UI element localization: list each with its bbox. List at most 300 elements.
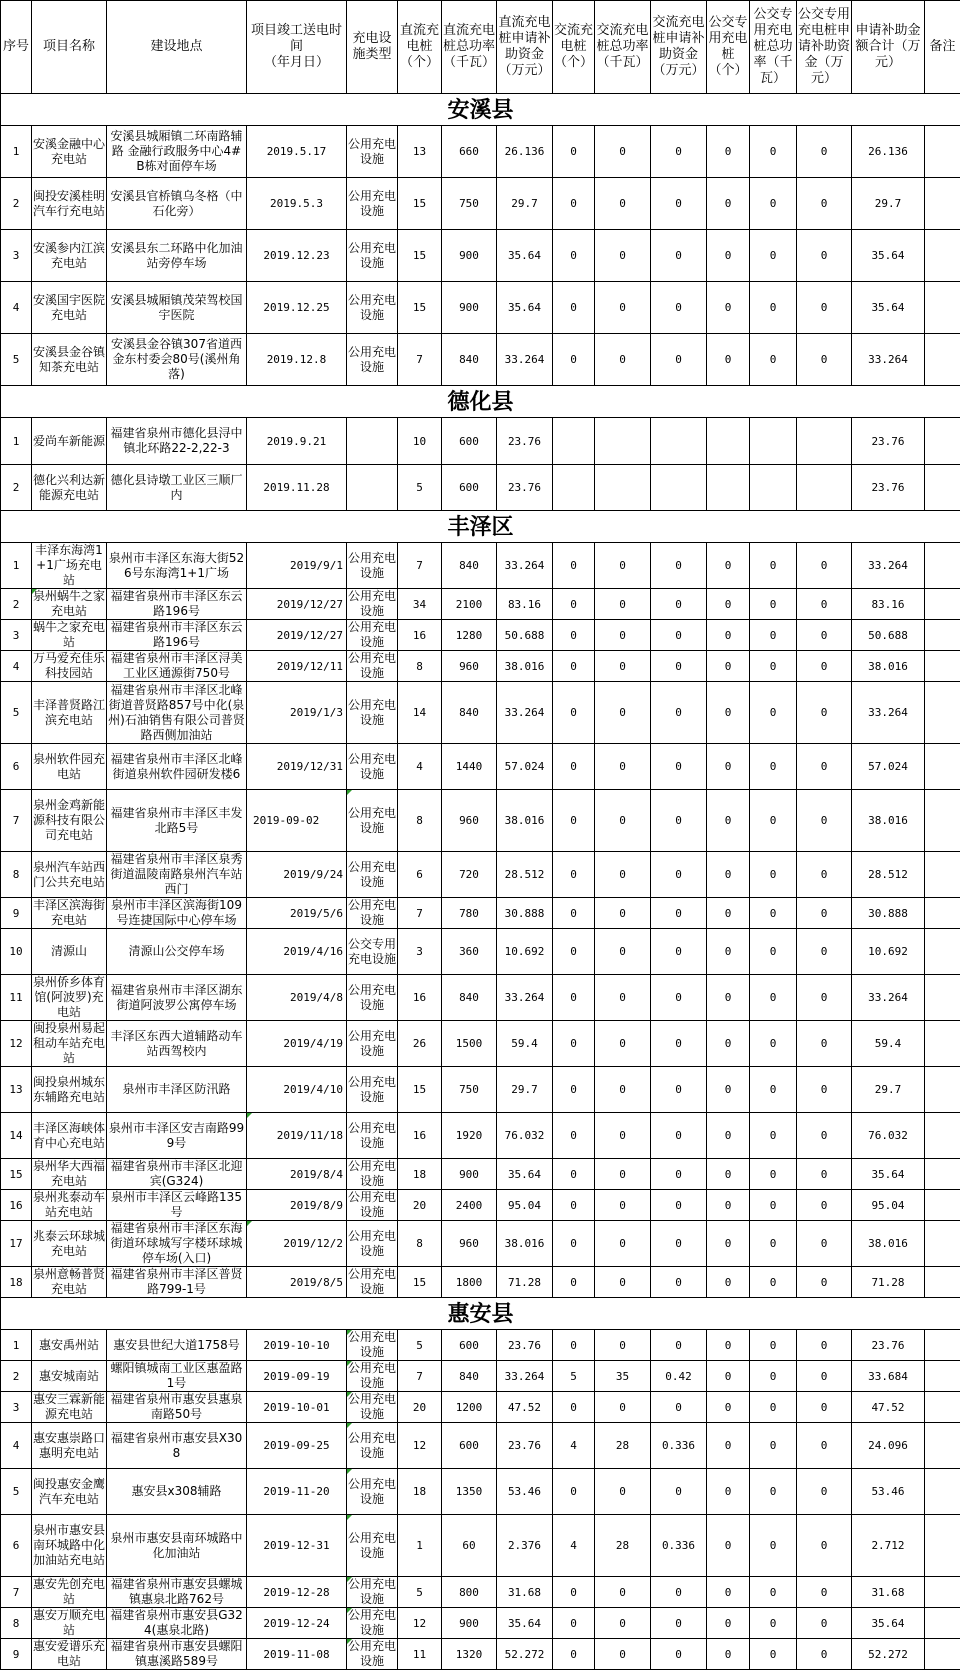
cell-ac-power: 0 — [595, 230, 651, 282]
cell-dc-subsidy: 50.688 — [497, 620, 553, 651]
cell-ac-subsidy: 0 — [651, 852, 707, 898]
cell-dc-count: 34 — [398, 589, 442, 620]
cell-total-subsidy: 23.76 — [852, 1330, 925, 1361]
cell-dc-subsidy: 23.76 — [497, 418, 553, 465]
cell-index: 16 — [1, 1190, 32, 1221]
cell-remarks — [925, 1608, 960, 1639]
cell-project-name: 泉州兆泰动车站充电站 — [33, 1190, 106, 1219]
cell-bus-subsidy — [797, 418, 852, 465]
cell-index: 1 — [1, 1330, 32, 1361]
cell-bus-power: 0 — [750, 334, 797, 386]
cell-total-subsidy: 10.692 — [852, 929, 925, 975]
cell-ac-subsidy: 0 — [651, 898, 707, 929]
cell-project-name: 闽投泉州易起租动车站充电站 — [33, 1021, 106, 1065]
cell-bus-subsidy: 0 — [797, 790, 852, 852]
col-header-index: 序号 — [1, 1, 32, 94]
cell-ac-power: 0 — [595, 1159, 651, 1190]
cell-facility-type: 公用充电设施 — [347, 543, 398, 589]
cell-project-name: 闽投安溪桂明汽车行充电站 — [32, 178, 107, 230]
cell-bus-subsidy: 0 — [797, 852, 852, 898]
cell-dc-count: 8 — [398, 651, 442, 682]
table-row — [1, 334, 960, 386]
cell-ac-count: 0 — [553, 620, 595, 651]
cell-ac-subsidy: 0 — [651, 1469, 707, 1515]
table-row — [1, 1113, 960, 1159]
cell-remarks — [925, 589, 960, 620]
section-row — [1, 1298, 960, 1330]
cell-index: 14 — [1, 1113, 32, 1159]
cell-completion-date: 2019.12.25 — [247, 282, 347, 334]
cell-ac-power: 0 — [595, 282, 651, 334]
cell-dc-count: 18 — [398, 1159, 442, 1190]
cell-location: 福建省泉州市丰泽区东云路196号 — [107, 589, 247, 620]
cell-remarks — [925, 418, 960, 465]
cell-dc-subsidy: 95.04 — [497, 1190, 553, 1221]
cell-ac-subsidy: 0 — [651, 929, 707, 975]
cell-total-subsidy: 83.16 — [852, 589, 925, 620]
cell-bus-count: 0 — [707, 852, 750, 898]
cell-ac-count: 0 — [553, 1330, 595, 1361]
col-header-project-name: 项目名称 — [32, 1, 107, 94]
cell-project-name: 惠安禹州站 — [32, 1330, 107, 1361]
cell-ac-subsidy: 0 — [651, 682, 707, 744]
cell-total-subsidy: 26.136 — [852, 126, 925, 178]
cell-location: 福建省泉州市丰泽区东海街道环球城写字楼环球城停车场(入口) — [107, 1221, 247, 1267]
cell-ac-subsidy: 0 — [651, 1639, 707, 1670]
cell-total-subsidy: 33.264 — [852, 682, 925, 744]
cell-facility-type: 公用充电设施 — [348, 589, 397, 618]
cell-location: 福建省泉州市德化县浔中镇北环路22-2,22-3 — [107, 418, 247, 465]
cell-ac-count: 5 — [553, 1361, 595, 1392]
cell-total-subsidy: 59.4 — [852, 1021, 925, 1067]
cell-remarks — [925, 1190, 960, 1221]
cell-dc-power: 960 — [442, 790, 497, 852]
cell-index: 7 — [1, 1577, 32, 1608]
table-row — [1, 1190, 960, 1221]
cell-bus-power: 0 — [750, 975, 797, 1021]
col-header-bus-subsidy: 公交专用充电桩申请补助资金（万元） — [797, 1, 852, 94]
cell-dc-power: 600 — [442, 465, 497, 511]
cell-bus-subsidy: 0 — [797, 620, 852, 651]
cell-bus-subsidy: 0 — [797, 682, 852, 744]
cell-bus-subsidy: 0 — [797, 1577, 852, 1608]
cell-dc-power: 1280 — [442, 620, 497, 651]
cell-project-name: 泉州蜗牛之家充电站 — [33, 589, 106, 618]
cell-bus-power: 0 — [750, 1639, 797, 1670]
cell-bus-subsidy: 0 — [797, 178, 852, 230]
cell-dc-count: 6 — [398, 852, 442, 898]
cell-ac-power: 0 — [595, 1190, 651, 1221]
cell-facility-type: 公交专用充电设施 — [347, 929, 398, 975]
cell-location: 安溪县城厢镇茂荣驾校国宇医院 — [107, 282, 247, 334]
cell-ac-subsidy — [651, 465, 707, 511]
section-title: 德化县 — [1, 386, 960, 418]
cell-completion-date: 2019/4/8 — [247, 975, 347, 1021]
cell-total-subsidy: 38.016 — [852, 790, 925, 852]
cell-ac-count: 0 — [553, 126, 595, 178]
cell-ac-power: 0 — [595, 1469, 651, 1515]
cell-dc-power: 780 — [442, 898, 497, 929]
cell-completion-date: 2019-12-28 — [247, 1577, 347, 1608]
cell-bus-power: 0 — [750, 543, 797, 589]
cell-location: 福建省泉州市丰泽区北峰街道泉州软件园研发楼6 — [107, 744, 247, 790]
cell-dc-count: 5 — [398, 1330, 442, 1361]
cell-project-name: 惠安先创充电站 — [33, 1577, 106, 1606]
cell-total-subsidy: 33.264 — [852, 975, 925, 1021]
cell-bus-power: 0 — [750, 1330, 797, 1361]
cell-bus-power: 0 — [750, 898, 797, 929]
cell-bus-power: 0 — [750, 1221, 797, 1267]
cell-ac-count: 4 — [553, 1423, 595, 1469]
cell-bus-power: 0 — [750, 620, 797, 651]
cell-ac-count: 0 — [553, 282, 595, 334]
cell-bus-count: 0 — [707, 589, 750, 620]
cell-ac-power: 0 — [595, 744, 651, 790]
cell-facility-type: 公用充电设施 — [347, 682, 398, 744]
cell-facility-type: 公用充电设施 — [347, 975, 398, 1021]
cell-project-name: 万马爱充佳乐科技园站 — [33, 651, 106, 680]
cell-facility-type: 公用充电设施 — [348, 1267, 397, 1296]
cell-bus-subsidy: 0 — [797, 1330, 852, 1361]
cell-location: 惠安县世纪大道1758号 — [107, 1330, 247, 1361]
cell-remarks — [925, 465, 960, 511]
cell-bus-power: 0 — [750, 178, 797, 230]
cell-ac-count: 0 — [553, 1608, 595, 1639]
cell-dc-power: 600 — [442, 1423, 497, 1469]
cell-index: 4 — [1, 1423, 32, 1469]
cell-remarks — [925, 1267, 960, 1298]
cell-dc-subsidy: 71.28 — [497, 1267, 553, 1298]
cell-index: 5 — [1, 334, 32, 386]
cell-location: 安溪县官桥镇乌冬格（中石化旁） — [107, 178, 247, 230]
cell-ac-power: 0 — [595, 1267, 651, 1298]
cell-bus-count: 0 — [707, 1639, 750, 1670]
cell-project-name: 安溪参内江滨充电站 — [32, 230, 107, 282]
cell-dc-count: 13 — [398, 126, 442, 178]
cell-ac-count: 0 — [553, 929, 595, 975]
cell-location: 福建省泉州市丰泽区浔美工业区通源街750号 — [107, 651, 247, 682]
cell-remarks — [925, 1469, 960, 1515]
cell-index: 3 — [1, 620, 32, 651]
cell-dc-power: 1320 — [442, 1639, 497, 1670]
cell-dc-power: 960 — [442, 651, 497, 682]
cell-remarks — [925, 543, 960, 589]
cell-bus-count: 0 — [707, 1392, 750, 1423]
cell-dc-power: 660 — [442, 126, 497, 178]
cell-ac-subsidy: 0 — [651, 1190, 707, 1221]
cell-completion-date: 2019.12.8 — [247, 334, 347, 386]
cell-location: 安溪县城厢镇二环南路辅路 金融行政服务中心4#B栋对面停车场 — [107, 126, 247, 178]
col-header-ac-subsidy: 交流充电桩申请补助资金（万元） — [651, 1, 707, 94]
cell-ac-count: 0 — [553, 334, 595, 386]
cell-completion-date: 2019/11/18 — [247, 1113, 347, 1159]
cell-dc-count: 26 — [398, 1021, 442, 1067]
cell-ac-count: 0 — [553, 682, 595, 744]
cell-ac-subsidy: 0.42 — [651, 1361, 707, 1392]
cell-dc-count: 14 — [398, 682, 442, 744]
cell-dc-subsidy: 38.016 — [497, 790, 553, 852]
cell-bus-subsidy: 0 — [797, 1608, 852, 1639]
cell-facility-type: 公用充电设施 — [347, 790, 398, 852]
cell-total-subsidy: 71.28 — [852, 1267, 925, 1298]
cell-bus-count: 0 — [707, 1330, 750, 1361]
cell-bus-power — [750, 418, 797, 465]
cell-ac-power: 0 — [595, 1113, 651, 1159]
cell-bus-subsidy: 0 — [797, 1423, 852, 1469]
cell-location: 惠安县x308辅路 — [107, 1469, 247, 1515]
cell-ac-count: 4 — [553, 1515, 595, 1577]
cell-dc-count: 7 — [398, 334, 442, 386]
cell-bus-subsidy: 0 — [797, 744, 852, 790]
cell-completion-date: 2019.5.17 — [247, 126, 347, 178]
cell-dc-power: 60 — [442, 1515, 497, 1577]
cell-location: 福建省泉州市丰泽区北迎宾(G324) — [107, 1159, 247, 1190]
cell-total-subsidy: 76.032 — [852, 1113, 925, 1159]
cell-dc-power: 1500 — [442, 1021, 497, 1067]
cell-project-name: 惠安三霖新能源充电站 — [33, 1392, 106, 1421]
cell-facility-type: 公用充电设施 — [348, 651, 397, 680]
cell-ac-subsidy: 0 — [651, 1067, 707, 1113]
cell-ac-subsidy — [651, 418, 707, 465]
section-row — [1, 386, 960, 418]
cell-bus-count: 0 — [707, 790, 750, 852]
table-row — [1, 852, 960, 898]
cell-total-subsidy: 29.7 — [852, 1067, 925, 1113]
cell-location: 泉州市丰泽区滨海街109号连捷国际中心停车场 — [107, 898, 247, 929]
cell-dc-subsidy: 35.64 — [497, 1608, 553, 1639]
cell-project-name: 泉州华大西福充电站 — [33, 1159, 106, 1188]
cell-project-name: 泉州软件园充电站 — [32, 744, 107, 790]
cell-remarks — [925, 744, 960, 790]
table-row — [1, 1577, 960, 1608]
cell-remarks — [925, 1515, 960, 1577]
cell-bus-power: 0 — [750, 1159, 797, 1190]
cell-completion-date: 2019/4/16 — [247, 929, 347, 975]
cell-bus-count: 0 — [707, 1159, 750, 1190]
cell-location: 福建省泉州市惠安县G324(惠泉北路) — [107, 1608, 247, 1639]
col-header-dc-count: 直流充电桩（个） — [398, 1, 442, 94]
cell-dc-count: 15 — [398, 1267, 442, 1298]
cell-ac-power: 0 — [595, 790, 651, 852]
cell-location: 福建省泉州市惠安县螺城镇惠泉北路762号 — [107, 1577, 247, 1608]
cell-dc-count: 12 — [398, 1423, 442, 1469]
cell-completion-date: 2019/12/2 — [247, 1221, 347, 1267]
table-row — [1, 682, 960, 744]
cell-completion-date: 2019-12-31 — [247, 1515, 347, 1577]
table-row — [1, 620, 960, 651]
cell-index: 1 — [1, 418, 32, 465]
cell-bus-power: 0 — [750, 1113, 797, 1159]
cell-facility-type: 公用充电设施 — [347, 334, 398, 386]
cell-bus-subsidy: 0 — [797, 1113, 852, 1159]
cell-total-subsidy: 31.68 — [852, 1577, 925, 1608]
cell-dc-subsidy: 33.264 — [497, 334, 553, 386]
cell-completion-date: 2019/8/9 — [247, 1190, 347, 1221]
cell-bus-subsidy: 0 — [797, 1021, 852, 1067]
cell-dc-subsidy: 33.264 — [497, 975, 553, 1021]
cell-dc-count: 15 — [398, 178, 442, 230]
cell-bus-subsidy: 0 — [797, 1159, 852, 1190]
cell-dc-subsidy: 33.264 — [497, 682, 553, 744]
cell-ac-power: 0 — [595, 620, 651, 651]
cell-bus-power: 0 — [750, 1267, 797, 1298]
cell-ac-count: 0 — [553, 1159, 595, 1190]
cell-ac-power: 0 — [595, 126, 651, 178]
cell-project-name: 闽投泉州城东东辅路充电站 — [32, 1067, 107, 1113]
cell-project-name: 蜗牛之家充电站 — [33, 620, 106, 649]
cell-dc-subsidy: 23.76 — [497, 1330, 553, 1361]
cell-project-name: 惠安爱谱乐充电站 — [33, 1639, 106, 1668]
cell-completion-date: 2019-11-20 — [247, 1469, 347, 1515]
cell-bus-subsidy: 0 — [797, 1190, 852, 1221]
cell-bus-count: 0 — [707, 1067, 750, 1113]
section-row — [1, 511, 960, 543]
cell-bus-power: 0 — [750, 1577, 797, 1608]
cell-ac-power: 0 — [595, 929, 651, 975]
table-row — [1, 178, 960, 230]
cell-ac-subsidy: 0 — [651, 1392, 707, 1423]
cell-ac-count: 0 — [553, 178, 595, 230]
cell-bus-count: 0 — [707, 1361, 750, 1392]
cell-ac-subsidy: 0 — [651, 1330, 707, 1361]
cell-index: 9 — [1, 898, 32, 929]
cell-ac-count: 0 — [553, 790, 595, 852]
cell-bus-count: 0 — [707, 282, 750, 334]
cell-total-subsidy: 33.684 — [852, 1361, 925, 1392]
col-header-total-subsidy: 申请补助金额合计（万元） — [852, 1, 925, 94]
cell-dc-count: 12 — [398, 1608, 442, 1639]
cell-project-name: 兆泰云环球城充电站 — [32, 1221, 107, 1267]
cell-bus-count: 0 — [707, 651, 750, 682]
cell-completion-date: 2019-09-02 — [247, 790, 347, 852]
cell-location: 泉州市丰泽区防汛路 — [107, 1067, 247, 1113]
cell-bus-count: 0 — [707, 543, 750, 589]
cell-bus-count: 0 — [707, 178, 750, 230]
cell-bus-count: 0 — [707, 1021, 750, 1067]
cell-facility-type: 公用充电设施 — [348, 1159, 397, 1188]
cell-dc-count: 7 — [398, 1361, 442, 1392]
cell-remarks — [925, 1067, 960, 1113]
cell-ac-count: 0 — [553, 744, 595, 790]
cell-remarks — [925, 126, 960, 178]
cell-index: 1 — [1, 543, 32, 589]
table-row — [1, 589, 960, 620]
col-header-completion-date — [247, 1, 347, 94]
cell-total-subsidy: 95.04 — [852, 1190, 925, 1221]
cell-dc-power: 600 — [442, 1330, 497, 1361]
cell-total-subsidy: 35.64 — [852, 282, 925, 334]
cell-ac-power: 0 — [595, 651, 651, 682]
cell-ac-power: 0 — [595, 1608, 651, 1639]
cell-ac-count: 0 — [553, 230, 595, 282]
cell-index: 1 — [1, 126, 32, 178]
cell-bus-power: 0 — [750, 1608, 797, 1639]
cell-bus-subsidy: 0 — [797, 1067, 852, 1113]
cell-bus-subsidy: 0 — [797, 975, 852, 1021]
cell-bus-power: 0 — [750, 1190, 797, 1221]
table-row — [1, 465, 960, 511]
table-row — [1, 1423, 960, 1469]
cell-dc-power: 1440 — [442, 744, 497, 790]
cell-bus-power: 0 — [750, 1392, 797, 1423]
table-row — [1, 1267, 960, 1298]
cell-remarks — [925, 651, 960, 682]
cell-dc-power: 840 — [442, 682, 497, 744]
cell-dc-power: 1800 — [442, 1267, 497, 1298]
cell-bus-subsidy — [797, 465, 852, 511]
cell-bus-count: 0 — [707, 1190, 750, 1221]
cell-ac-power: 0 — [595, 682, 651, 744]
cell-project-name: 丰泽区滨海街充电站 — [33, 898, 106, 927]
cell-facility-type: 公用充电设施 — [348, 1392, 397, 1421]
cell-completion-date: 2019/9/24 — [247, 852, 347, 898]
cell-completion-date: 2019.11.28 — [247, 465, 347, 511]
cell-bus-subsidy: 0 — [797, 929, 852, 975]
cell-index: 12 — [1, 1021, 32, 1067]
cell-remarks — [925, 1113, 960, 1159]
cell-bus-count: 0 — [707, 620, 750, 651]
table-row — [1, 1067, 960, 1113]
cell-location: 福建省泉州市丰泽区普贤路799-1号 — [107, 1267, 247, 1298]
cell-location: 福建省泉州市惠安县螺阳镇惠溪路589号 — [107, 1639, 247, 1670]
cell-ac-power: 28 — [595, 1423, 651, 1469]
cell-bus-subsidy: 0 — [797, 651, 852, 682]
cell-project-name: 德化兴利达新能源充电站 — [32, 465, 107, 511]
cell-dc-power: 720 — [442, 852, 497, 898]
cell-dc-subsidy: 38.016 — [497, 1221, 553, 1267]
section-title: 安溪县 — [1, 94, 960, 126]
cell-bus-count: 0 — [707, 1577, 750, 1608]
table-row — [1, 230, 960, 282]
cell-index: 4 — [1, 651, 32, 682]
cell-ac-count — [553, 418, 595, 465]
cell-ac-power: 0 — [595, 1221, 651, 1267]
cell-remarks — [925, 334, 960, 386]
cell-total-subsidy: 23.76 — [852, 418, 925, 465]
cell-bus-subsidy: 0 — [797, 126, 852, 178]
cell-bus-count: 0 — [707, 744, 750, 790]
cell-ac-count — [553, 465, 595, 511]
cell-bus-count: 0 — [707, 1113, 750, 1159]
cell-dc-subsidy: 83.16 — [497, 589, 553, 620]
cell-index: 18 — [1, 1267, 32, 1298]
cell-remarks — [925, 178, 960, 230]
section-title: 惠安县 — [1, 1298, 960, 1330]
table-row — [1, 744, 960, 790]
cell-facility-type: 公用充电设施 — [348, 898, 397, 927]
cell-facility-type: 公用充电设施 — [348, 1639, 397, 1668]
cell-project-name: 惠安万顺充电站 — [33, 1608, 106, 1637]
cell-index: 3 — [1, 230, 32, 282]
cell-total-subsidy: 38.016 — [852, 1221, 925, 1267]
cell-remarks — [925, 1361, 960, 1392]
cell-ac-subsidy: 0.336 — [651, 1515, 707, 1577]
col-header-ac-count: 交流充电桩（个） — [553, 1, 595, 94]
cell-bus-power: 0 — [750, 1515, 797, 1577]
cell-bus-count: 0 — [707, 230, 750, 282]
cell-bus-subsidy: 0 — [797, 230, 852, 282]
cell-ac-subsidy: 0 — [651, 543, 707, 589]
cell-ac-count: 0 — [553, 1113, 595, 1159]
cell-index: 7 — [1, 790, 32, 852]
cell-dc-count: 16 — [398, 1113, 442, 1159]
cell-project-name: 闽投惠安金鹰汽车充电站 — [32, 1469, 107, 1515]
cell-bus-count: 0 — [707, 1267, 750, 1298]
cell-dc-count: 18 — [398, 1469, 442, 1515]
cell-dc-subsidy: 59.4 — [497, 1021, 553, 1067]
cell-ac-power: 28 — [595, 1515, 651, 1577]
table-row — [1, 1330, 960, 1361]
